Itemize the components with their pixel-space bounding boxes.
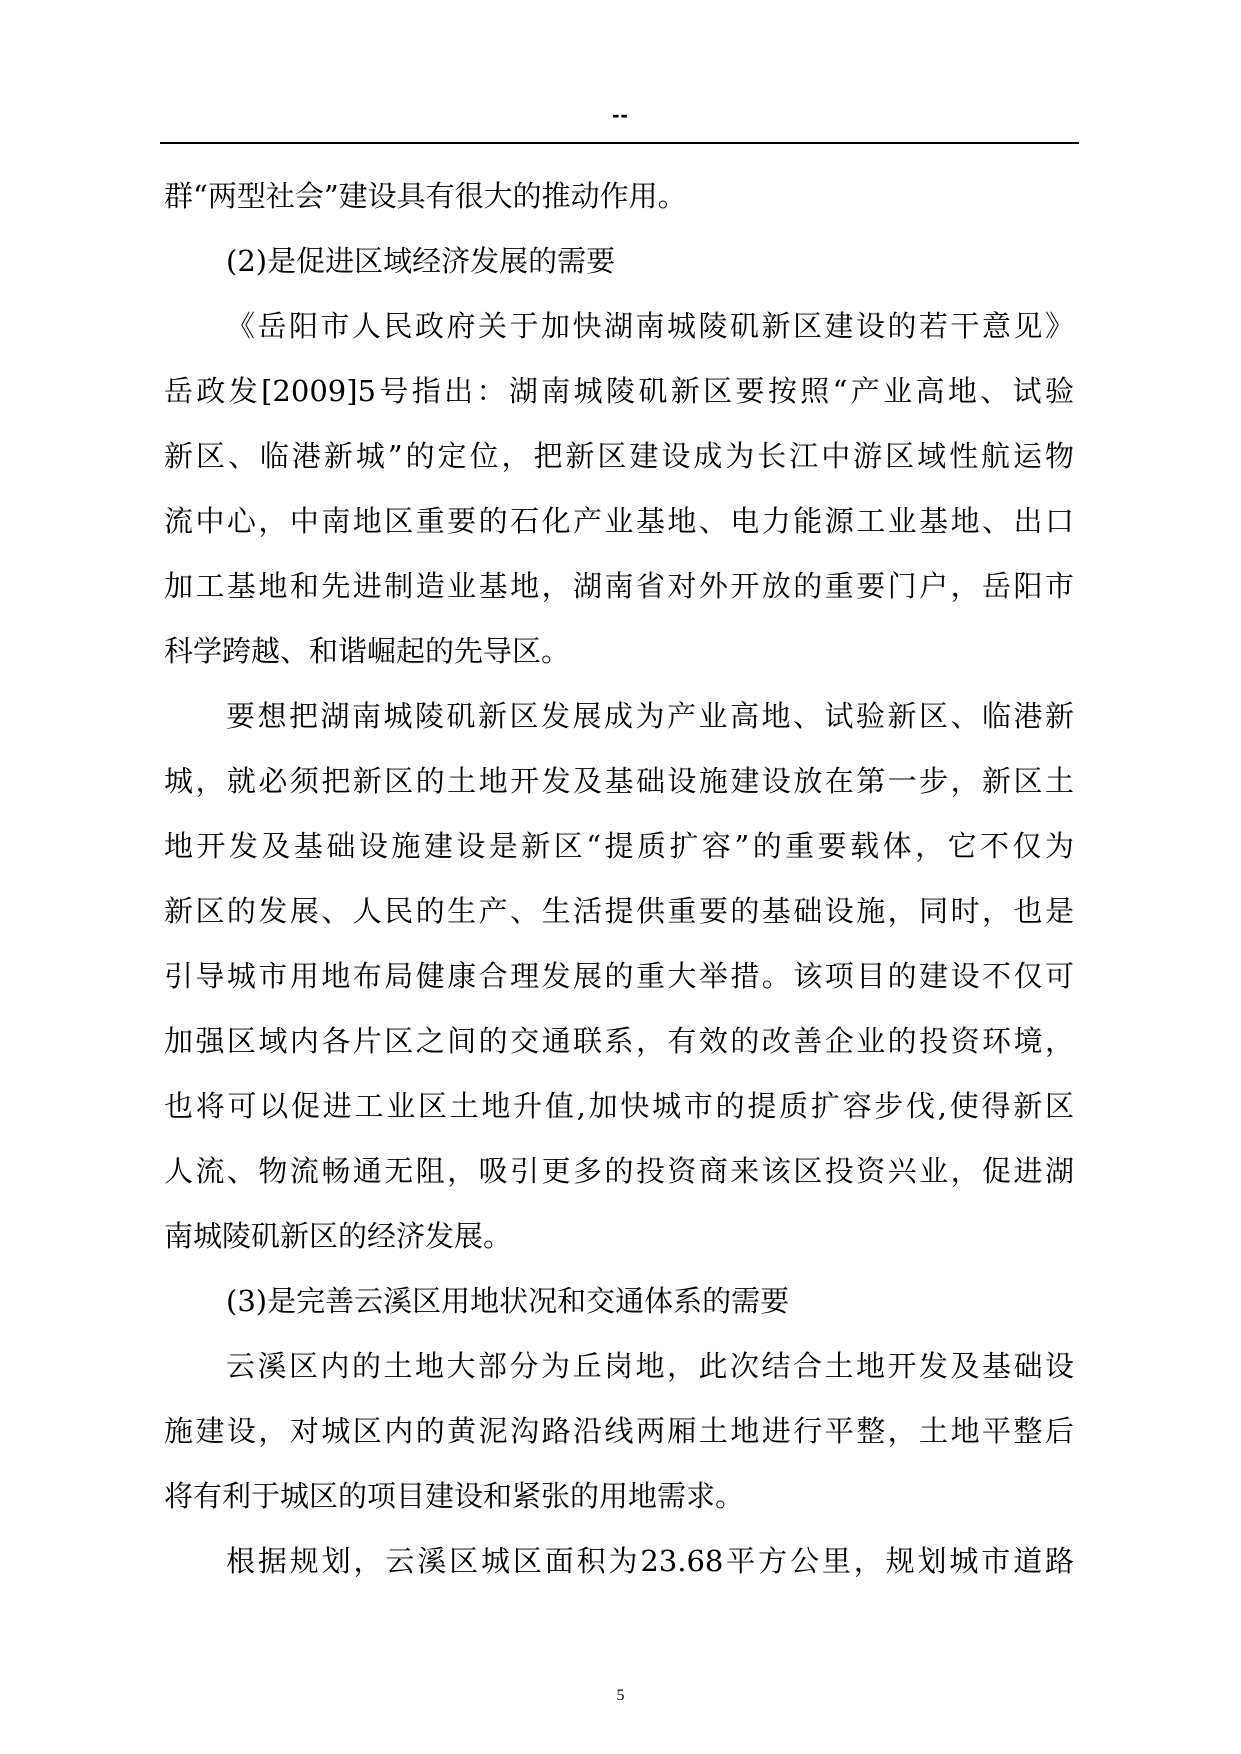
paragraph-line: 科学跨越、和谐崛起的先导区。 — [164, 634, 571, 668]
header-mark: -- — [612, 102, 629, 127]
section-heading: (2)是促进区域经济发展的需要 — [226, 244, 616, 278]
section-heading: (3)是完善云溪区用地状况和交通体系的需要 — [226, 1284, 790, 1318]
document-body — [164, 164, 1074, 1594]
paragraph-line: 城，就必须把新区的土地开发及基础设施建设放在第一步，新区土 — [164, 764, 1074, 798]
paragraph-line: 加强区域内各片区之间的交通联系，有效的改善企业的投资环境， — [164, 1024, 1074, 1058]
paragraph-line: 将有利于城区的项目建设和紧张的用地需求。 — [164, 1479, 745, 1513]
paragraph-line: 岳政发[2009]5号指出：湖南城陵矶新区要按照“产业高地、试验 — [164, 374, 1074, 408]
paragraph-line: 要想把湖南城陵矶新区发展成为产业高地、试验新区、临港新 — [226, 699, 1074, 733]
paragraph-line: 也将可以促进工业区土地升值,加快城市的提质扩容步伐,使得新区 — [164, 1089, 1074, 1123]
paragraph-line: 南城陵矶新区的经济发展。 — [164, 1219, 513, 1253]
page-number: 5 — [616, 1687, 625, 1704]
paragraph-line: 施建设，对城区内的黄泥沟路沿线两厢土地进行平整，土地平整后 — [164, 1414, 1074, 1448]
paragraph-line: 流中心，中南地区重要的石化产业基地、电力能源工业基地、出口 — [164, 504, 1074, 538]
header-rule — [160, 142, 1079, 144]
paragraph-line: 人流、物流畅通无阻，吸引更多的投资商来该区投资兴业，促进湖 — [164, 1154, 1074, 1188]
paragraph-line: 群“两型社会”建设具有很大的推动作用。 — [164, 179, 687, 213]
paragraph-line: 引导城市用地布局健康合理发展的重大举措。该项目的建设不仅可 — [164, 959, 1074, 993]
paragraph-line: 云溪区内的土地大部分为丘岗地，此次结合土地开发及基础设 — [226, 1349, 1074, 1383]
paragraph-line: 加工基地和先进制造业基地，湖南省对外开放的重要门户，岳阳市 — [164, 569, 1074, 603]
paragraph-line: 根据规划，云溪区城区面积为23.68平方公里，规划城市道路 — [226, 1544, 1074, 1578]
paragraph-line: 新区、临港新城”的定位，把新区建设成为长江中游区域性航运物 — [164, 439, 1074, 473]
paragraph-line: 地开发及基础设施建设是新区“提质扩容”的重要载体，它不仅为 — [164, 829, 1074, 863]
paragraph-line: 《岳阳市人民政府关于加快湖南城陵矶新区建设的若干意见》 — [226, 309, 1074, 343]
paragraph-line: 新区的发展、人民的生产、生活提供重要的基础设施，同时，也是 — [164, 894, 1074, 928]
